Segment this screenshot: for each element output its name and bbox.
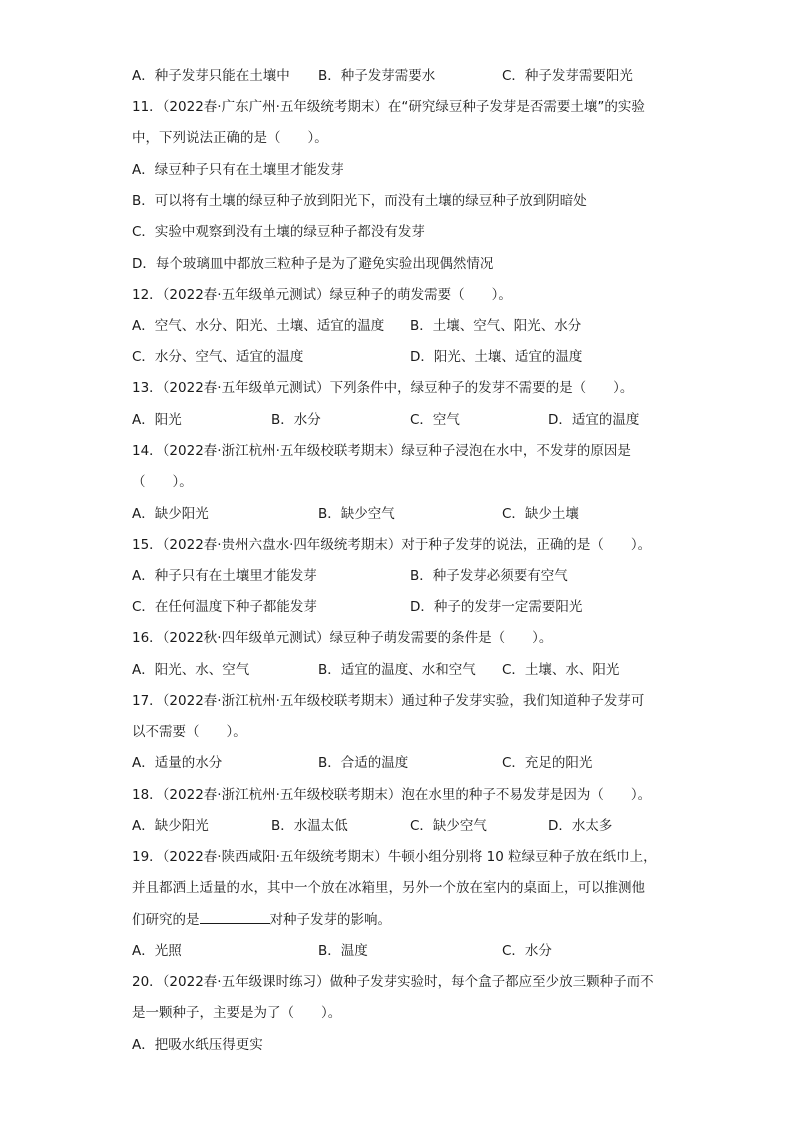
q15-stem: 15．（2022春·贵州六盘水·四年级统考期末）对于种子发芽的说法，正确的是（ ）。 (132, 537, 652, 553)
q11-option-a[interactable]: A．绿豆种子只有在土壤里才能发芽 (132, 162, 344, 178)
q12-option-d[interactable]: D．阳光、土壤、适宜的温度 (410, 349, 583, 365)
q16-option-b[interactable]: B．适宜的温度、水和空气 (318, 662, 476, 678)
q14-stem-line1: 14．（2022春·浙江杭州·五年级校联考期末）绿豆种子浸泡在水中，不发芽的原因是 (132, 443, 631, 459)
q17-stem-line1: 17．（2022春·浙江杭州·五年级校联考期末）通过种子发芽实验，我们知道种子发芽可 (132, 693, 645, 709)
q19-stem-line3 (132, 909, 672, 930)
q18-option-d[interactable]: D．水太多 (548, 818, 613, 834)
q12-option-b[interactable]: B．土壤、空气、阳光、水分 (410, 318, 582, 334)
q14-option-c[interactable]: C．缺少土壤 (502, 506, 579, 522)
q13-option-b[interactable]: B．水分 (271, 412, 321, 428)
q11-option-c[interactable]: C．实验中观察到没有土壤的绿豆种子都没有发芽 (132, 224, 425, 240)
q13-option-d[interactable]: D．适宜的温度 (548, 412, 640, 428)
q11-stem-line1: 11．（2022春·广东广州·五年级统考期末）在“研究绿豆种子发芽是否需要土壤”的实验 (132, 99, 645, 115)
q19-option-a[interactable]: A．光照 (132, 943, 182, 959)
q12-stem: 12．（2022春·五年级单元测试）绿豆种子的萌发需要（ ）。 (132, 287, 512, 303)
q11-option-d[interactable]: D．每个玻璃皿中都放三粒种子是为了避免实验出现偶然情况 (132, 256, 494, 272)
q18-option-c[interactable]: C．缺少空气 (410, 818, 487, 834)
q14-option-a[interactable]: A．缺少阳光 (132, 506, 209, 522)
q10-option-b[interactable]: B．种子发芽需要水 (318, 68, 436, 84)
q19-stem-line3-start: 们研究的是 (132, 912, 200, 928)
q10-option-a[interactable]: A．种子发芽只能在土壤中 (132, 68, 290, 84)
q15-option-d[interactable]: D．种子的发芽一定需要阳光 (410, 599, 583, 615)
q17-option-c[interactable]: C．充足的阳光 (502, 755, 593, 771)
q14-stem-line2: （ ）。 (132, 474, 193, 490)
q19-answer-blank[interactable] (200, 909, 270, 924)
q19-stem-line1: 19．（2022春·陕西咸阳·五年级统考期末）牛顿小组分别将 10 粒绿豆种子放在纸巾上， (132, 849, 657, 865)
q18-stem: 18．（2022春·浙江杭州·五年级校联考期末）泡在水里的种子不易发芽是因为（ ）。 (132, 787, 652, 803)
q15-option-b[interactable]: B．种子发芽必须要有空气 (410, 568, 568, 584)
q18-option-b[interactable]: B．水温太低 (271, 818, 348, 834)
q18-option-a[interactable]: A．缺少阳光 (132, 818, 209, 834)
q12-option-a[interactable]: A．空气、水分、阳光、土壤、适宜的温度 (132, 318, 385, 334)
q17-option-b[interactable]: B．合适的温度 (318, 755, 409, 771)
q15-option-a[interactable]: A．种子只有在土壤里才能发芽 (132, 568, 317, 584)
q16-option-a[interactable]: A．阳光、水、空气 (132, 662, 250, 678)
q13-stem: 13．（2022春·五年级单元测试）下列条件中，绿豆种子的发芽不需要的是（ ）。 (132, 380, 634, 396)
q12-option-c[interactable]: C．水分、空气、适宜的温度 (132, 349, 304, 365)
q13-option-c[interactable]: C．空气 (410, 412, 460, 428)
q20-option-a[interactable]: A．把吸水纸压得更实 (132, 1037, 263, 1053)
q13-option-a[interactable]: A．阳光 (132, 412, 182, 428)
q10-option-c[interactable]: C．种子发芽需要阳光 (502, 68, 633, 84)
q11-stem-line2: 中，下列说法正确的是（ ）。 (132, 130, 328, 146)
q19-option-b[interactable]: B．温度 (318, 943, 368, 959)
q19-stem-line3-end: 对种子发芽的影响。 (269, 912, 391, 928)
q20-stem-line2: 是一颗种子，主要是为了（ ）。 (132, 1005, 342, 1021)
q17-option-a[interactable]: A．适量的水分 (132, 755, 223, 771)
q16-option-c[interactable]: C．土壤、水、阳光 (502, 662, 620, 678)
q11-option-b[interactable]: B．可以将有土壤的绿豆种子放到阳光下，而没有土壤的绿豆种子放到阴暗处 (132, 193, 587, 209)
q14-option-b[interactable]: B．缺少空气 (318, 506, 395, 522)
q19-option-c[interactable]: C．水分 (502, 943, 552, 959)
q16-stem: 16．（2022秋·四年级单元测试）绿豆种子萌发需要的条件是（ ）。 (132, 630, 553, 646)
q15-option-c[interactable]: C．在任何温度下种子都能发芽 (132, 599, 317, 615)
q19-stem-line2: 并且都洒上适量的水，其中一个放在冰箱里，另外一个放在室内的桌面上，可以推测他 (132, 880, 645, 896)
q20-stem-line1: 20．（2022春·五年级课时练习）做种子发芽实验时，每个盒子都应至少放三颗种子而不 (132, 974, 654, 990)
q17-stem-line2: 以不需要（ ）。 (132, 724, 247, 740)
